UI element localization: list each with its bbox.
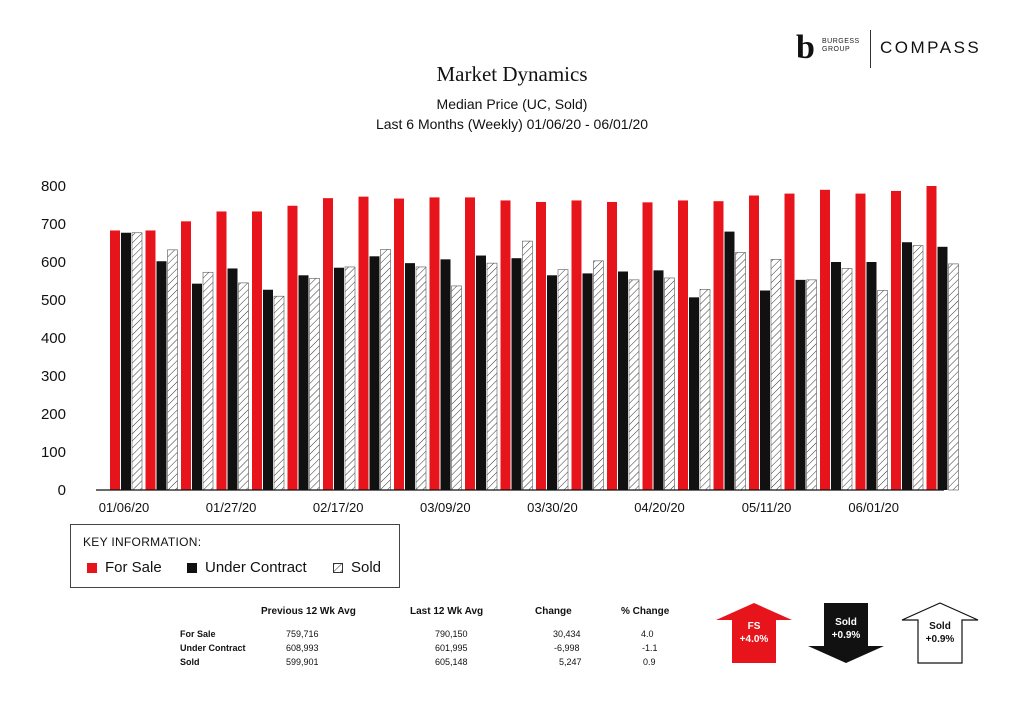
bar-sold xyxy=(274,296,284,490)
bar-under-contract xyxy=(299,275,309,490)
x-tick-label: 06/01/20 xyxy=(848,500,900,515)
header-prev-avg: Previous 12 Wk Avg xyxy=(261,606,356,617)
sold-up-arrow-icon xyxy=(900,602,980,664)
bar-sold xyxy=(239,283,249,490)
legend-item-under-contract: Under Contract xyxy=(187,559,307,576)
bar-sold xyxy=(487,263,497,490)
bar-under-contract xyxy=(228,268,238,490)
x-tick-label: 01/06/20 xyxy=(98,500,150,515)
bar-sold xyxy=(665,278,675,490)
y-tick-label: 0 xyxy=(57,482,66,499)
legend-item-sold: Sold xyxy=(333,559,381,576)
arrow-sold2-label: Sold xyxy=(929,621,951,632)
bar-under-contract xyxy=(547,275,557,490)
bar-under-contract xyxy=(902,242,912,490)
bar-for-sale xyxy=(146,230,156,490)
legend xyxy=(70,524,400,588)
x-tick-label: 05/11/20 xyxy=(741,500,792,515)
chart-title: Market Dynamics xyxy=(436,62,588,86)
bar-for-sale xyxy=(749,196,759,491)
bar-for-sale xyxy=(181,221,191,490)
chart-date-range: Last 6 Months (Weekly) 01/06/20 - 06/01/20 xyxy=(375,116,649,132)
arrow-fs-value: +4.0% xyxy=(739,634,769,645)
bar-for-sale xyxy=(501,200,511,490)
bar-under-contract xyxy=(796,280,806,490)
bar-under-contract xyxy=(334,268,344,490)
bars xyxy=(110,186,959,490)
bar-for-sale xyxy=(607,202,617,490)
y-tick-label: 100 xyxy=(40,444,66,461)
y-tick-label: 200 xyxy=(40,406,66,423)
bar-for-sale xyxy=(643,202,653,490)
header-last-avg: Last 12 Wk Avg xyxy=(410,606,484,617)
arrow-sold2-value: +0.9% xyxy=(925,634,955,645)
bar-sold xyxy=(168,250,178,490)
x-tick-label: 03/09/20 xyxy=(419,500,471,515)
bar-for-sale xyxy=(572,200,582,490)
bar-sold xyxy=(345,267,355,490)
bar-under-contract xyxy=(760,291,770,491)
bar-for-sale xyxy=(323,198,333,490)
bar-for-sale xyxy=(252,211,262,490)
bar-for-sale xyxy=(217,211,227,490)
chart-subtitle: Median Price (UC, Sold) xyxy=(436,96,588,112)
bar-sold xyxy=(878,291,888,491)
y-tick-label: 600 xyxy=(40,254,66,271)
x-tick-label: 02/17/20 xyxy=(312,500,364,515)
arrow-sold-value: +0.9% xyxy=(831,630,861,641)
bar-for-sale xyxy=(785,194,795,490)
bar-under-contract xyxy=(831,262,841,490)
x-tick-label: 01/27/20 xyxy=(205,500,257,515)
bar-sold xyxy=(203,272,213,490)
bar-under-contract xyxy=(121,233,131,490)
bar-for-sale xyxy=(536,202,546,490)
bar-under-contract xyxy=(654,270,664,490)
bar-under-contract xyxy=(370,256,380,490)
bar-sold xyxy=(381,249,391,490)
bar-sold xyxy=(842,268,852,490)
x-tick-label: 04/20/20 xyxy=(634,500,685,515)
y-tick-label: 400 xyxy=(40,330,66,347)
legend-swatch-under-contract xyxy=(187,563,197,573)
bar-sold xyxy=(807,280,817,490)
arrow-fs-label: FS xyxy=(747,621,761,632)
header-pct-change: % Change xyxy=(621,606,670,617)
bar-under-contract xyxy=(725,232,735,490)
bar-for-sale xyxy=(359,197,369,490)
bar-sold xyxy=(736,253,746,491)
legend-item-for-sale: For Sale xyxy=(87,559,162,576)
bar-under-contract xyxy=(618,272,628,491)
arrow-sold-label: Sold xyxy=(835,617,857,628)
bar-under-contract xyxy=(192,284,202,490)
bar-sold xyxy=(629,280,639,490)
bar-under-contract xyxy=(512,258,522,490)
bar-sold xyxy=(558,270,568,490)
y-tick-label: 300 xyxy=(40,368,66,385)
bar-for-sale xyxy=(288,206,298,490)
sold-down-arrow-icon xyxy=(806,602,886,664)
bar-under-contract xyxy=(157,261,167,490)
y-axis-labels xyxy=(41,178,66,499)
bar-under-contract xyxy=(263,290,273,490)
bar-for-sale xyxy=(927,186,937,490)
bar-for-sale xyxy=(430,197,440,490)
bar-under-contract xyxy=(441,259,451,490)
bar-for-sale xyxy=(110,230,120,490)
bar-under-contract xyxy=(476,256,486,490)
y-tick-label: 700 xyxy=(40,216,66,233)
bar-for-sale xyxy=(891,191,901,490)
bar-sold xyxy=(416,267,426,490)
svg-text:b: b xyxy=(796,29,815,66)
legend-swatch-for-sale xyxy=(87,563,97,573)
bar-sold xyxy=(523,241,533,490)
bar-sold xyxy=(452,286,462,490)
bar-sold xyxy=(594,261,604,490)
legend-title: KEY INFORMATION: xyxy=(83,535,202,549)
bar-under-contract xyxy=(867,262,877,490)
bar-sold xyxy=(913,246,923,490)
compass-wordmark: COMPASS xyxy=(880,38,982,57)
bar-sold xyxy=(310,278,320,490)
bar-for-sale xyxy=(820,190,830,490)
bar-sold xyxy=(132,233,142,490)
for-sale-up-arrow-icon xyxy=(714,602,794,664)
bar-for-sale xyxy=(394,199,404,490)
bar-sold xyxy=(949,264,959,490)
bar-sold xyxy=(700,289,710,490)
bar-for-sale xyxy=(714,201,724,490)
x-axis-labels xyxy=(99,500,899,515)
header-change: Change xyxy=(535,606,572,617)
bar-under-contract xyxy=(689,297,699,490)
bar-under-contract xyxy=(583,273,593,490)
x-tick-label: 03/30/20 xyxy=(527,500,578,515)
y-tick-label: 500 xyxy=(40,292,66,309)
burgess-group-wordmark: BURGESS GROUP xyxy=(822,38,860,53)
legend-swatch-sold xyxy=(333,563,343,573)
bar-for-sale xyxy=(678,200,688,490)
bar-for-sale xyxy=(856,194,866,490)
bar-sold xyxy=(771,259,781,490)
bar-for-sale xyxy=(465,197,475,490)
bar-under-contract xyxy=(405,263,415,490)
y-tick-label: 800 xyxy=(40,178,66,195)
bar-under-contract xyxy=(938,247,948,490)
